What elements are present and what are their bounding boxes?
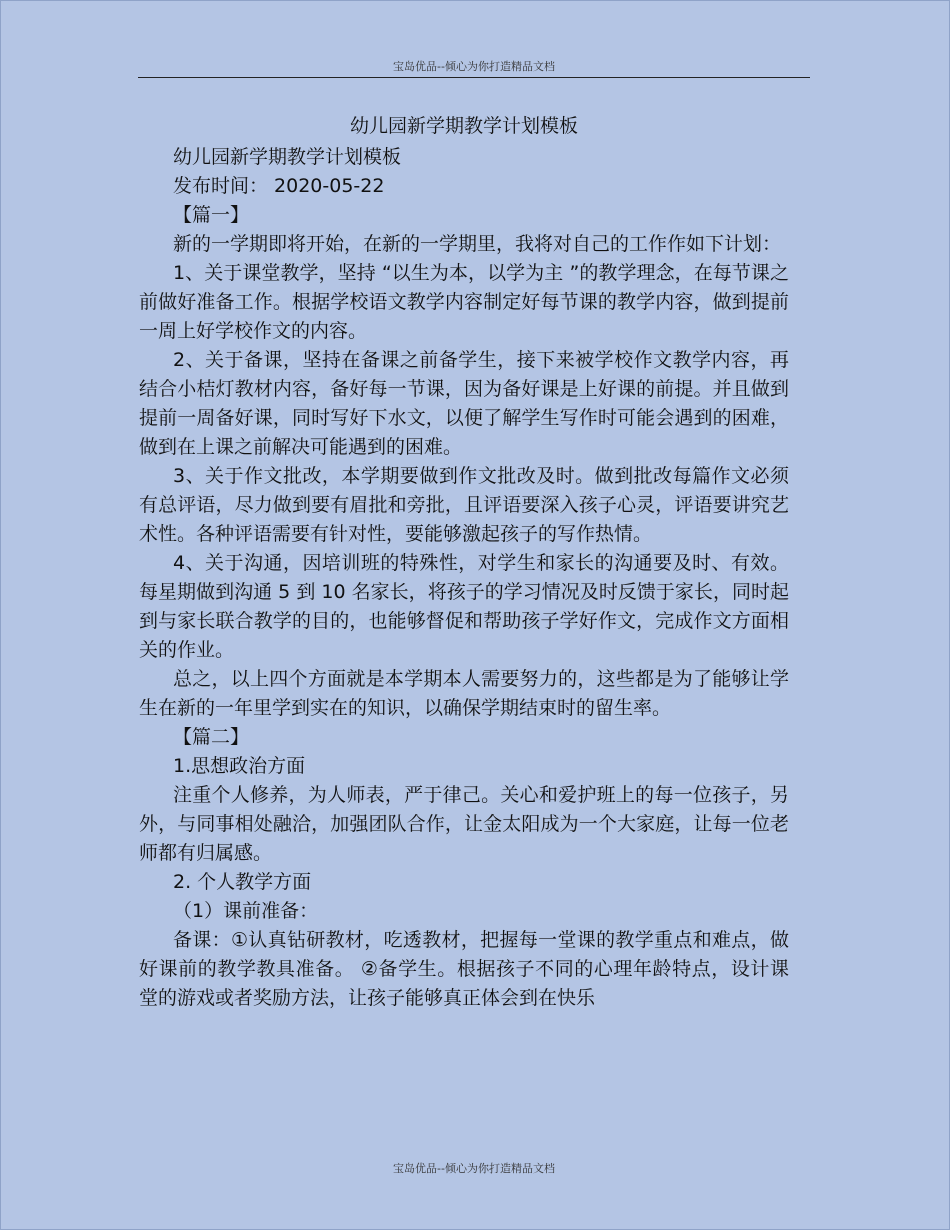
plan-item-3: 3、关于作文批改，本学期要做到作文批改及时。做到批改每篇作文必须有总评语，尽力做到要有眉批和旁批，且评语要深入孩子心灵，评语要讲究艺术性。各种评语需要有针对性，要能够激起孩子的写作热情。 — [139, 465, 789, 545]
subheading-teaching: 2. 个人教学方面 — [173, 871, 312, 893]
politics-paragraph: 注重个人修养，为人师表，严于律己。关心和爱护班上的每一位孩子，另外，与同事相处融洽，加强团队合作，让金太阳成为一个大家庭，让每一位老师都有归属感。 — [139, 784, 789, 864]
summary-paragraph: 总之，以上四个方面就是本学期本人需要努力的，这些都是为了能够让学生在新的一年里学到实在的知识，以确保学期结束时的留生率。 — [139, 668, 789, 719]
section-heading-1: 【篇一】 — [173, 204, 250, 226]
plan-item-1: 1、关于课堂教学，坚持 “以生为本，以学为主 ”的教学理念，在每节课之前做好准备工作。根据学校语文教学内容制定好每节课的教学内容，做到提前一周上好学校作文的内容。 — [139, 262, 789, 342]
subtitle-paragraph: 幼儿园新学期教学计划模板 — [173, 146, 402, 168]
publish-date: 发布时间： 2020-05-22 — [173, 175, 385, 197]
plan-item-4: 4、关于沟通，因培训班的特殊性，对学生和家长的沟通要及时、有效。每星期做到沟通 5 到 10 名家长，将孩子的学习情况及时反馈于家长，同时起到与家长联合教学的目的，也能够督促和帮助孩子学好作文，完成作文方面相关的作业。 — [139, 552, 789, 661]
plan-item-2: 2、关于备课，坚持在备课之前备学生，接下来被学校作文教学内容，再结合小桔灯教材内容，备好每一节课，因为备好课是上好课的前提。并且做到提前一周备好课，同时写好下水文，以便了解学生写作时可能会遇到的困难，做到在上课之前解决可能遇到的困难。 — [139, 349, 789, 458]
intro-paragraph: 新的一学期即将开始，在新的一学期里，我将对自己的工作作如下计划： — [173, 233, 782, 255]
preparation-paragraph: 备课：①认真钻研教材，吃透教材，把握每一堂课的教学重点和难点，做好课前的教学教具准备。 ②备学生。根据孩子不同的心理年龄特点，设计课堂的游戏或者奖励方法，让孩子能够真正体会到在快乐 — [139, 929, 789, 1009]
running-header: 宝岛优品--倾心为你打造精品文档 — [393, 60, 555, 73]
document-body — [139, 112, 789, 1013]
header-rule — [138, 77, 810, 78]
subheading-politics: 1.思想政治方面 — [173, 755, 306, 777]
document-title: 幼儿园新学期教学计划模板 — [349, 115, 578, 137]
section-heading-2: 【篇二】 — [173, 726, 250, 748]
running-footer: 宝岛优品--倾心为你打造精品文档 — [393, 1162, 555, 1175]
subheading-preparation: （1）课前准备： — [173, 900, 319, 922]
